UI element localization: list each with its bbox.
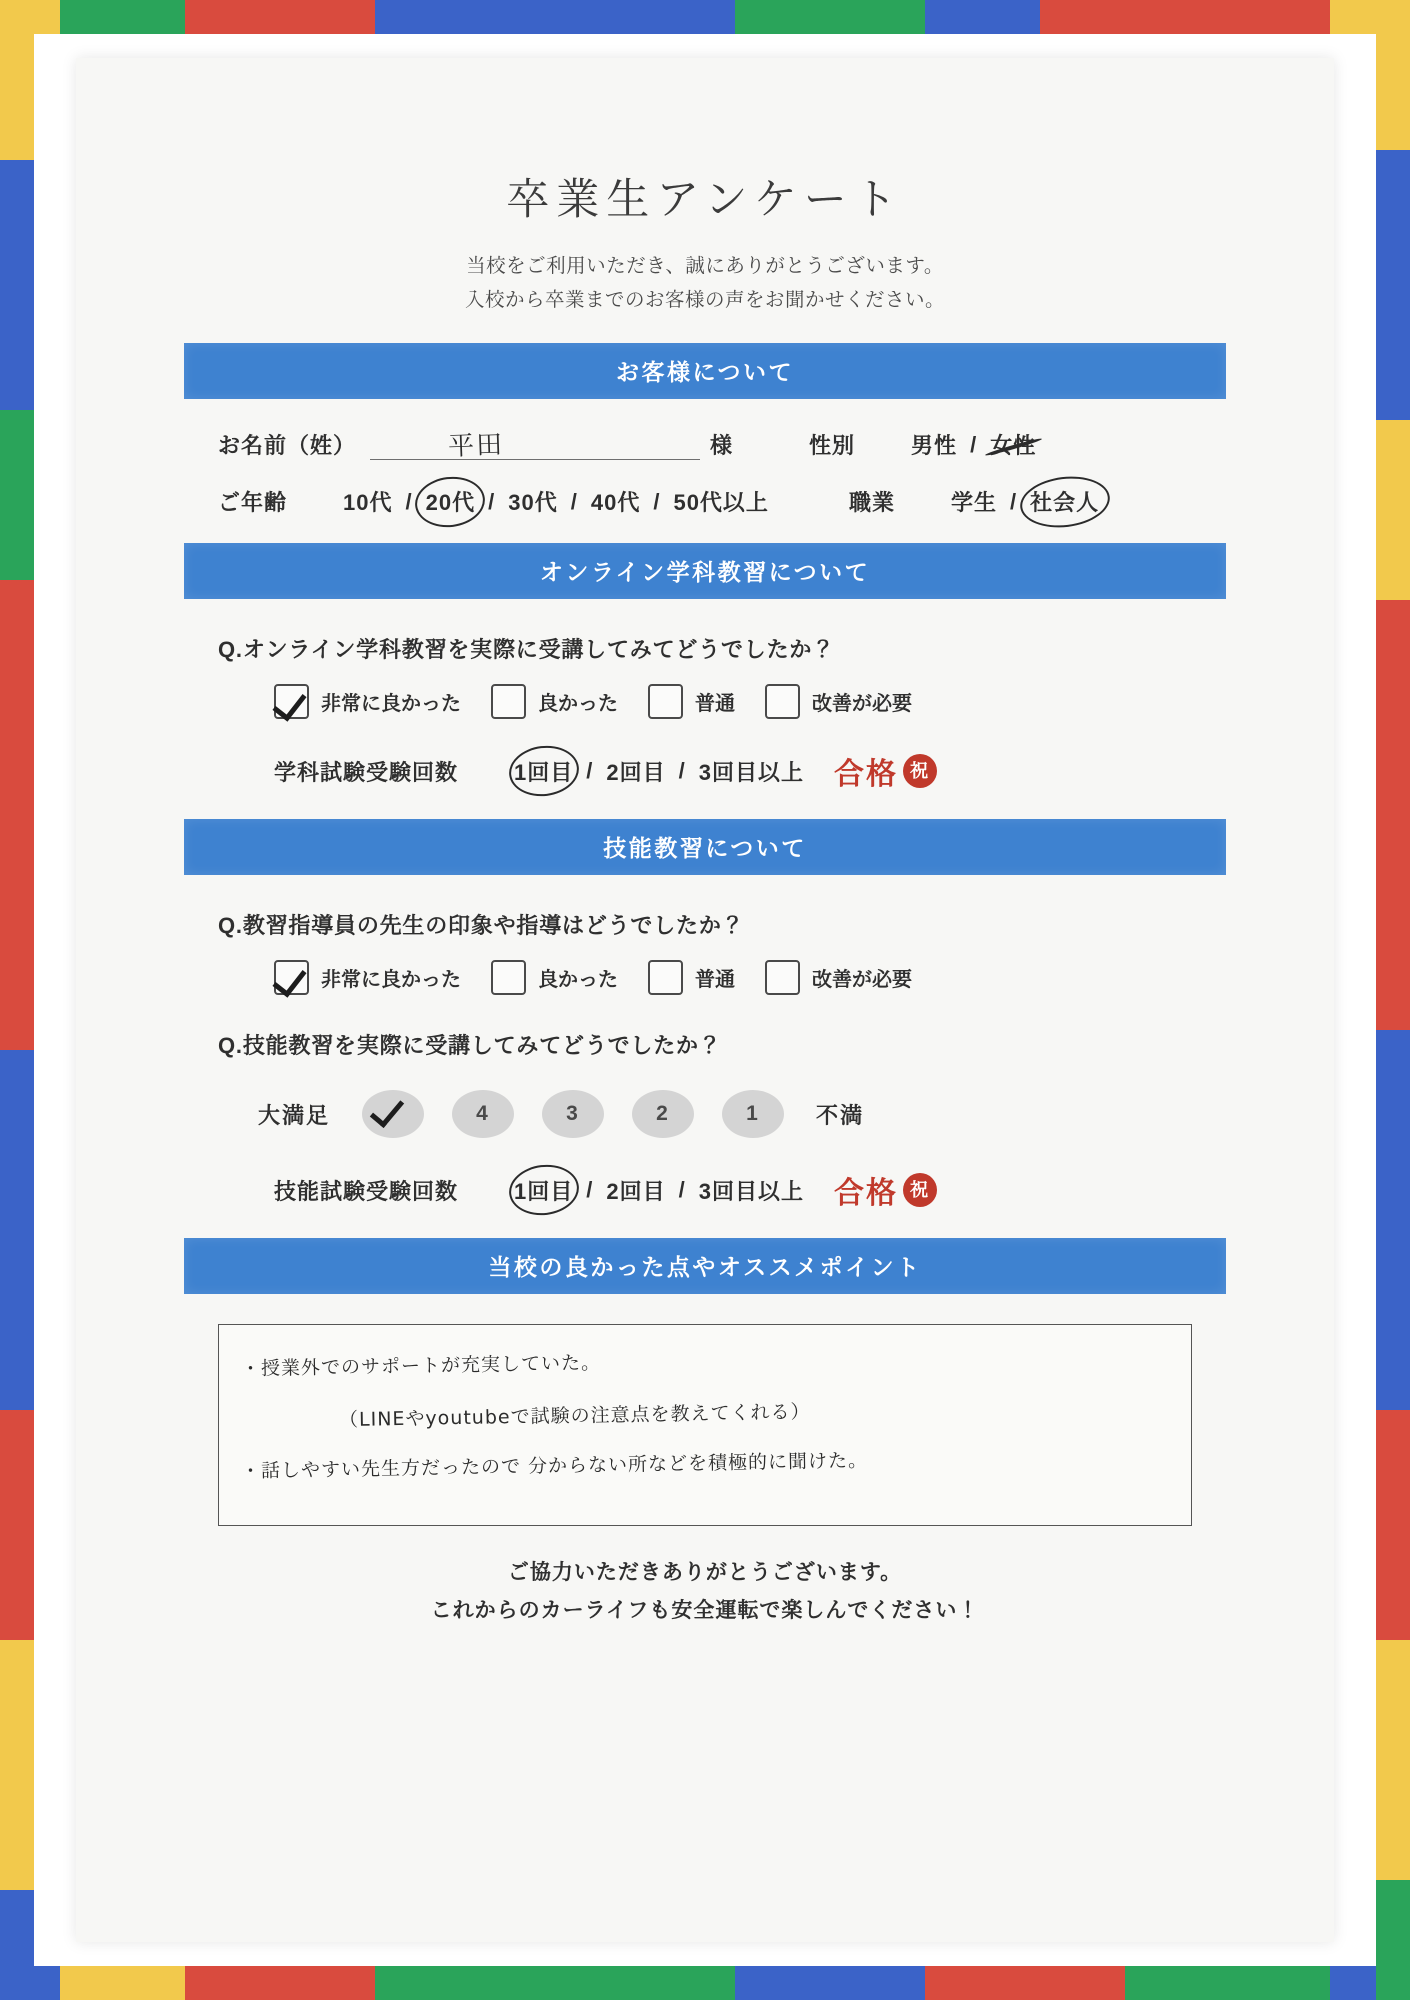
gender-option-male[interactable]: 男性 (911, 433, 958, 459)
separator: / (678, 758, 686, 784)
online-option-label: 普通 (695, 693, 735, 716)
skill-option-label: 非常に良かった (321, 969, 461, 992)
online-exam-count-row (274, 749, 1192, 793)
name-label: お名前（姓） (218, 433, 357, 459)
online-option-label: 改善が必要 (812, 693, 912, 716)
border-segment (185, 0, 375, 34)
skill-option-label: 改善が必要 (812, 969, 912, 992)
skill-count-option-3plus[interactable]: 3回目以上 (698, 1178, 805, 1204)
border-segment (375, 0, 735, 34)
online-pass-mark (834, 749, 937, 793)
border-segment (0, 580, 34, 1050)
border-segment (1125, 1966, 1330, 2000)
skill-question-1: Q.教習指導員の先生の印象や指導はどうでしたか？ (218, 913, 745, 939)
skill-count-option-1[interactable]: 1回目 (514, 1175, 573, 1206)
age-option-50s-plus[interactable]: 50代以上 (673, 490, 769, 516)
border-segment (1040, 0, 1330, 34)
checkbox-checked-icon[interactable] (274, 960, 309, 995)
section-customer-body (184, 429, 1226, 517)
online-pass-text: 合格 (834, 758, 899, 792)
skill-exam-count-label: 技能試験受験回数 (274, 1178, 459, 1204)
section-band-online: オンライン学科教習について (184, 543, 1226, 599)
name-input[interactable] (370, 429, 700, 463)
skill-option-very-good[interactable] (274, 960, 461, 995)
checkbox-checked-icon[interactable] (274, 684, 309, 719)
separator: / (653, 488, 661, 514)
comment-handwritten-line-3: ・話しやすい先生方だったので 分からない所などを積極的に聞けた。 (240, 1449, 869, 1483)
border-segment (0, 1410, 34, 1640)
satisfaction-scale (258, 1090, 1192, 1138)
skill-option-label: 普通 (695, 969, 735, 992)
celebration-stamp-icon: 祝 (903, 754, 937, 788)
separator: / (405, 488, 413, 514)
border-segment (375, 1966, 735, 2000)
online-count-option-1[interactable]: 1回目 (514, 756, 573, 787)
skill-exam-count-row (274, 1168, 1192, 1212)
footer-line-2: これからのカーライフも安全運転で楽しんでください！ (430, 1599, 980, 1623)
job-label: 職業 (848, 490, 895, 516)
online-option-good[interactable] (491, 684, 618, 719)
online-option-normal[interactable] (648, 684, 735, 719)
skill-option-label: 良かった (538, 969, 618, 992)
age-option-10s[interactable]: 10代 (343, 490, 393, 516)
separator: / (586, 1177, 594, 1203)
scale-option-4[interactable]: 4 (452, 1090, 514, 1138)
border-segment (735, 1966, 925, 2000)
border-segment (1376, 420, 1410, 600)
border-segment (1376, 0, 1410, 150)
skill-option-good[interactable] (491, 960, 618, 995)
border-segment (925, 1966, 1125, 2000)
page-title: 卒業生アンケート (506, 176, 904, 224)
lead-line-1: 当校をご利用いただき、誠にありがとうございます。 (466, 255, 944, 277)
skill-count-option-2[interactable]: 2回目 (606, 1178, 666, 1204)
border-segment (60, 0, 185, 34)
scale-label-left: 大満足 (258, 1102, 331, 1128)
skill-question-2: Q.技能教習を実際に受講してみてどうでしたか？ (218, 1033, 722, 1059)
section-skill-body (184, 909, 1226, 1212)
age-option-40s[interactable]: 40代 (590, 490, 641, 516)
age-row (218, 486, 1192, 517)
comment-handwritten-line-2: （LINEやyoutubeで試験の注意点を教えてくれる） (338, 1401, 811, 1432)
border-segment (1376, 1640, 1410, 1880)
checkbox-icon[interactable] (491, 684, 526, 719)
scale-option-2[interactable]: 2 (632, 1090, 694, 1138)
border-segment (1376, 1410, 1410, 1640)
border-segment (0, 1050, 34, 1410)
border-segment (0, 160, 34, 410)
online-options (274, 684, 1192, 719)
skill-options-1 (274, 960, 1192, 995)
section-online-body (184, 633, 1226, 793)
age-label: ご年齢 (218, 490, 288, 516)
separator: / (586, 758, 594, 784)
job-option-worker[interactable]: 社会人 (1030, 486, 1099, 517)
lead-text (184, 249, 1226, 317)
scale-option-5[interactable] (362, 1090, 424, 1138)
name-row (218, 429, 1192, 463)
comment-handwritten-line-1: ・授業外でのサポートが充実していた。 (240, 1352, 602, 1381)
skill-option-needs-improvement[interactable] (765, 960, 912, 995)
survey-sheet (76, 58, 1334, 1942)
footer-line-1: ご協力いただきありがとうございます。 (507, 1561, 903, 1585)
skill-option-normal[interactable] (648, 960, 735, 995)
border-segment (185, 1966, 375, 2000)
separator: / (970, 431, 978, 457)
checkbox-icon[interactable] (491, 960, 526, 995)
section-band-customer: お客様について (184, 343, 1226, 399)
section-band-skill: 技能教習について (184, 819, 1226, 875)
celebration-stamp-icon: 祝 (903, 1173, 937, 1207)
age-option-20s[interactable]: 20代 (426, 486, 475, 517)
separator: / (488, 488, 496, 514)
scale-label-right: 不満 (816, 1102, 865, 1128)
border-segment (1376, 150, 1410, 420)
scale-option-1[interactable]: 1 (722, 1090, 784, 1138)
checkbox-icon[interactable] (765, 684, 800, 719)
online-question: Q.オンライン学科教習を実際に受講してみてどうでしたか？ (218, 637, 835, 663)
border-segment (0, 410, 34, 580)
skill-pass-mark (834, 1168, 937, 1212)
online-option-needs-improvement[interactable] (765, 684, 912, 719)
skill-pass-text: 合格 (834, 1177, 899, 1211)
border-segment (1376, 1880, 1410, 2000)
online-count-option-2[interactable]: 2回目 (606, 759, 666, 785)
border-segment (0, 1640, 34, 1890)
border-segment (0, 1890, 34, 2000)
job-option-student[interactable]: 学生 (950, 490, 997, 516)
age-option-30s[interactable]: 30代 (508, 490, 558, 516)
separator: / (678, 1177, 686, 1203)
gender-label: 性別 (809, 433, 856, 459)
gender-option-female[interactable]: 女性 (990, 429, 1036, 460)
border-segment (1376, 600, 1410, 1030)
checkbox-icon[interactable] (648, 684, 683, 719)
lead-line-2: 入校から卒業までのお客様の声をお聞かせください。 (464, 289, 945, 312)
online-option-very-good[interactable] (274, 684, 461, 719)
scale-option-3[interactable]: 3 (542, 1090, 604, 1138)
footer-thanks (184, 1554, 1226, 1630)
checkbox-icon[interactable] (648, 960, 683, 995)
border-segment (735, 0, 925, 34)
border-segment (60, 1966, 185, 2000)
checkbox-icon[interactable] (765, 960, 800, 995)
online-exam-count-label: 学科試験受験回数 (274, 759, 459, 785)
name-suffix: 様 (710, 433, 734, 459)
separator: / (1009, 488, 1018, 514)
border-segment (1376, 1030, 1410, 1410)
online-count-option-3plus[interactable]: 3回目以上 (698, 759, 805, 785)
separator: / (570, 488, 578, 514)
comment-textarea[interactable] (218, 1324, 1192, 1526)
online-option-label: 良かった (538, 693, 618, 716)
border-segment (0, 0, 34, 160)
name-handwritten-value: 平田 (447, 430, 505, 463)
border-segment (925, 0, 1040, 34)
online-option-label: 非常に良かった (321, 693, 461, 716)
section-band-comments: 当校の良かった点やオススメポイント (184, 1238, 1226, 1294)
